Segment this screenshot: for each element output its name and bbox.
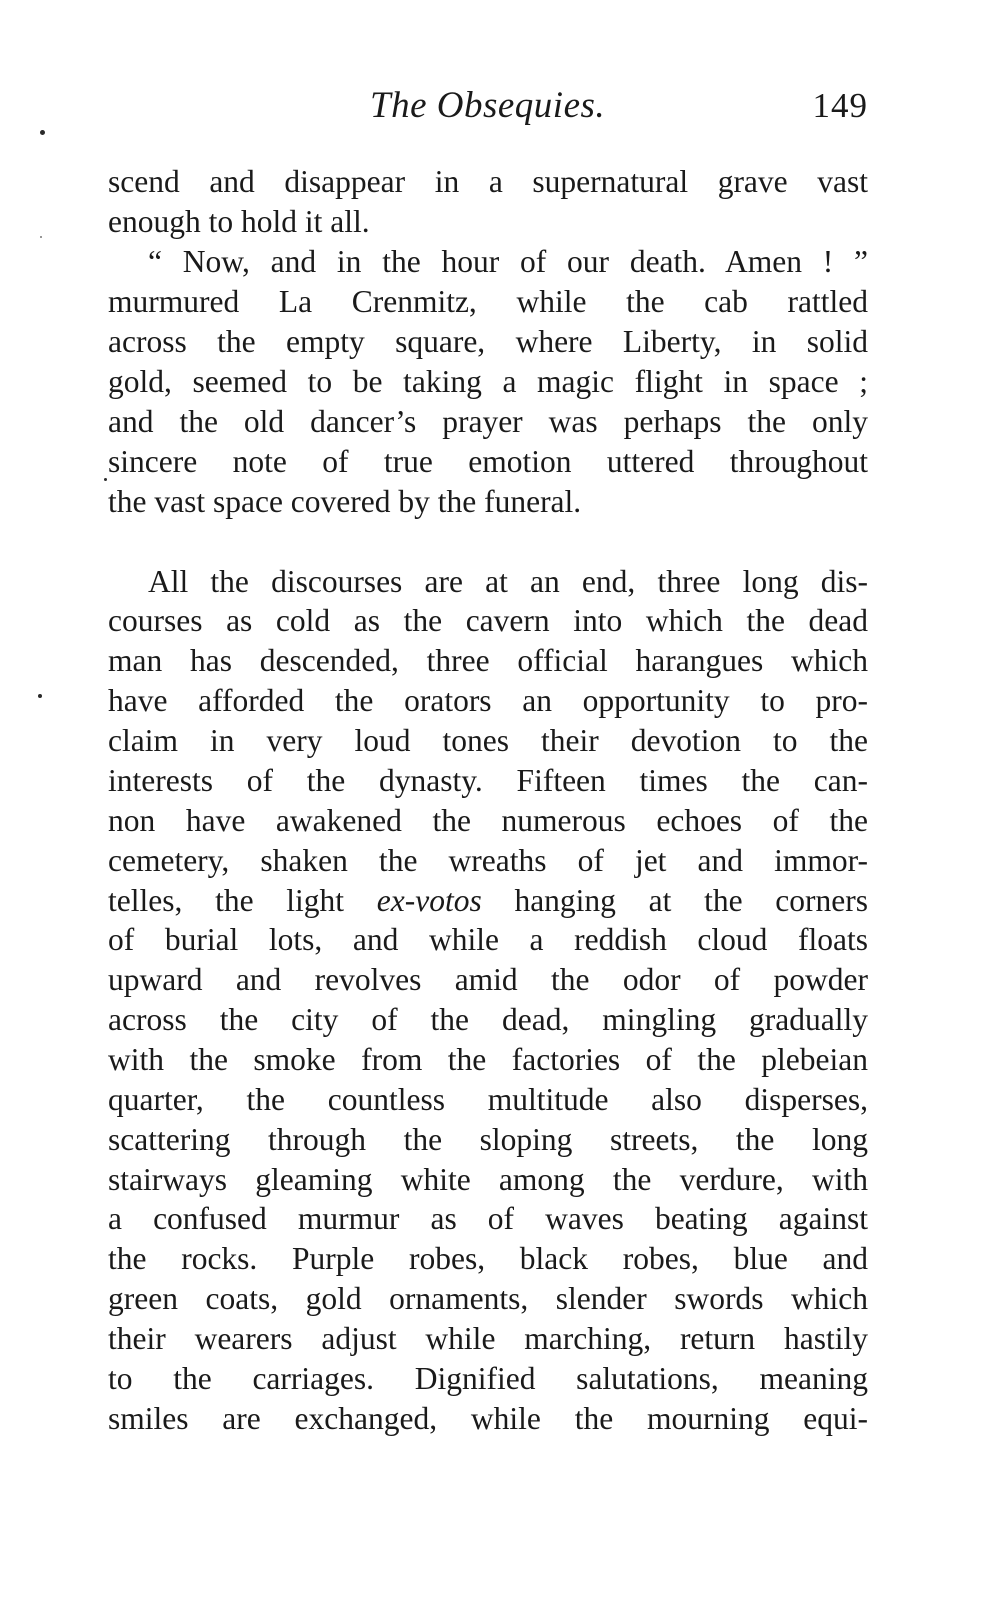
text-line: cemetery, shaken the wreaths of jet and immor- bbox=[108, 843, 868, 878]
text-span: telles, the light bbox=[108, 883, 377, 918]
text-line: to the carriages. Dignified salutations, meaning bbox=[108, 1361, 868, 1396]
text-line: man has descended, three official harangues which bbox=[108, 643, 868, 678]
text-line: claim in very loud tones their devotion to the bbox=[108, 723, 868, 758]
text-line: gold, seemed to be taking a magic flight in space ; bbox=[108, 364, 868, 399]
text-line: smiles are exchanged, while the mourning equi- bbox=[108, 1401, 868, 1436]
text-line: scattering through the sloping streets, the long bbox=[108, 1122, 868, 1157]
italic-term: ex-votos bbox=[376, 883, 482, 918]
running-title: The Obsequies. bbox=[370, 85, 606, 126]
text-line: stairways gleaming white among the verdure, with bbox=[108, 1162, 868, 1197]
text-line: sincere note of true emotion uttered throughout bbox=[108, 444, 868, 479]
text-line: of burial lots, and while a reddish cloud floats bbox=[108, 922, 868, 957]
text-line: the rocks. Purple robes, black robes, blue and bbox=[108, 1241, 868, 1276]
page-number: 149 bbox=[812, 86, 868, 125]
running-head bbox=[108, 84, 868, 134]
text-line: a confused murmur as of waves beating against bbox=[108, 1201, 868, 1236]
text-line: All the discourses are at an end, three long dis- bbox=[148, 564, 868, 599]
text-line: their wearers adjust while marching, return hastily bbox=[108, 1321, 868, 1356]
text-line: enough to hold it all. bbox=[108, 204, 370, 239]
text-line: scend and disappear in a supernatural grave vast bbox=[108, 164, 868, 199]
text-line: have afforded the orators an opportunity to pro- bbox=[108, 683, 868, 718]
text-line: non have awakened the numerous echoes of the bbox=[108, 803, 868, 838]
scan-speck bbox=[38, 694, 42, 698]
text-line: the vast space covered by the funeral. bbox=[108, 484, 582, 519]
text-line: murmured La Crenmitz, while the cab rattled bbox=[108, 284, 868, 319]
text-line: with the smoke from the factories of the plebeian bbox=[108, 1042, 868, 1077]
text-line: quarter, the countless multitude also disperses, bbox=[108, 1082, 868, 1117]
text-line: interests of the dynasty. Fifteen times the can- bbox=[108, 763, 868, 798]
text-line: upward and revolves amid the odor of powder bbox=[108, 962, 868, 997]
text-line: “ Now, and in the hour of our death. Amen ! ” bbox=[148, 244, 868, 279]
scan-speck bbox=[40, 236, 42, 238]
scan-speck bbox=[104, 478, 107, 481]
text-line: across the empty square, where Liberty, in solid bbox=[108, 324, 868, 359]
scan-speck bbox=[40, 130, 45, 135]
text-line: across the city of the dead, mingling gradually bbox=[108, 1002, 868, 1037]
text-line-with-italic bbox=[108, 881, 868, 921]
text-line: and the old dancer’s prayer was perhaps the only bbox=[108, 404, 868, 439]
text-line: courses as cold as the cavern into which the dead bbox=[108, 603, 868, 638]
text-line: green coats, gold ornaments, slender swords which bbox=[108, 1281, 868, 1316]
text-span: hanging at the corners bbox=[481, 883, 869, 918]
